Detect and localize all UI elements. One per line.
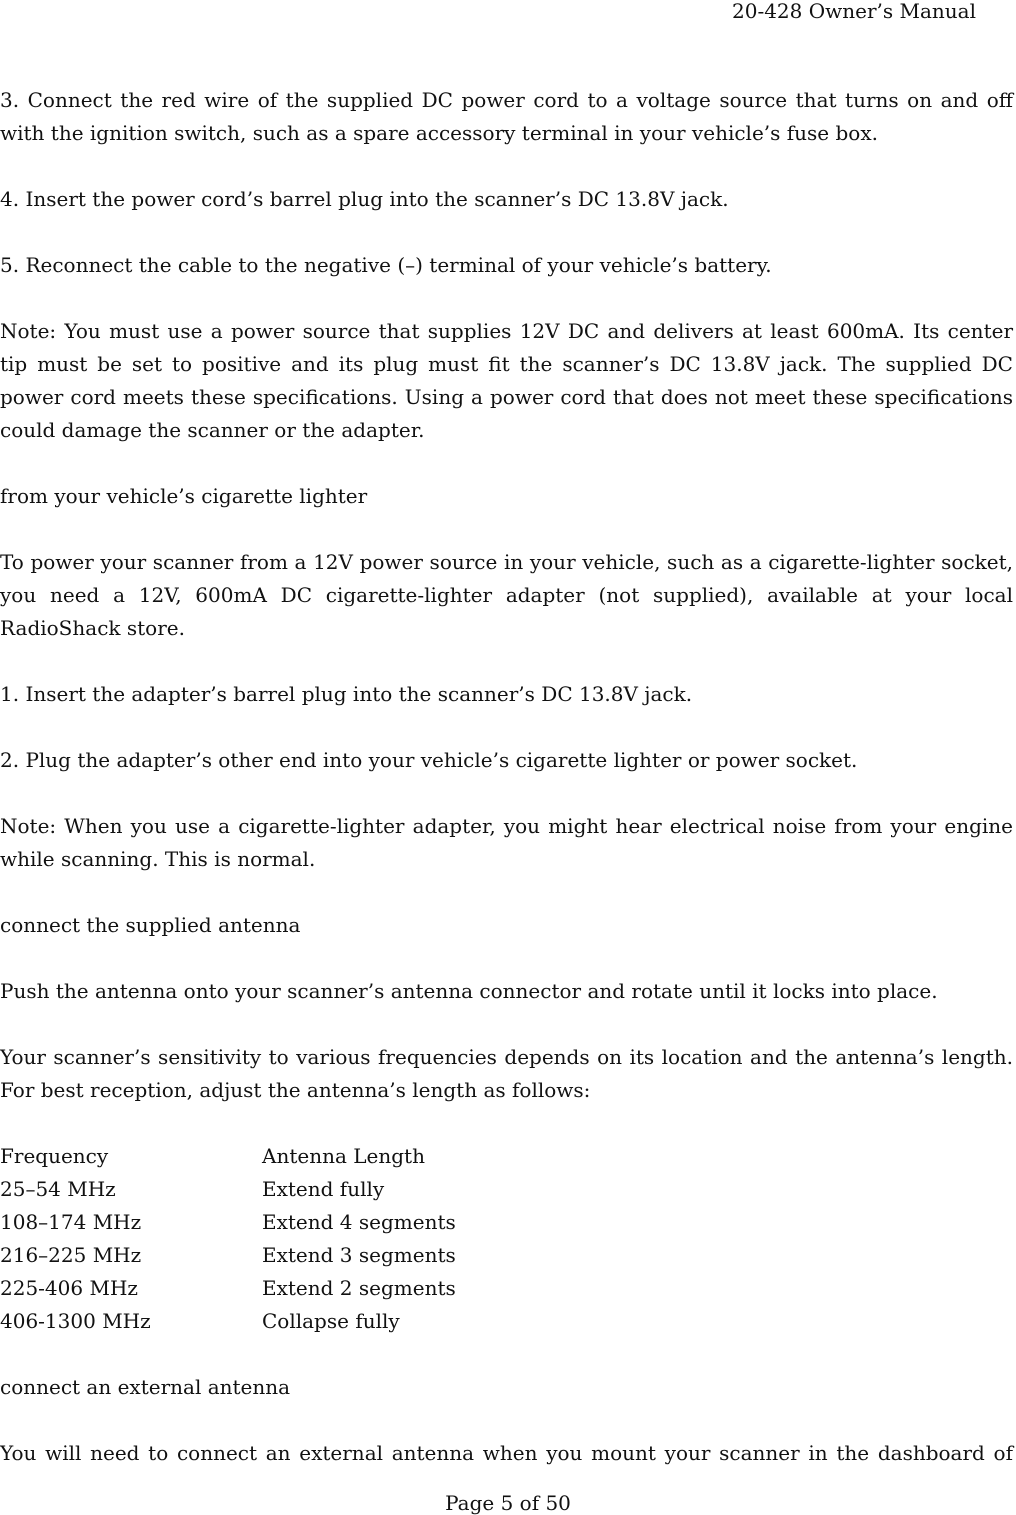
table-cell-frequency: 25–54 MHz (0, 1177, 116, 1201)
adapter-note-paragraph: Note: When you use a cigarette-lighter adapter, you might hear electrical noise from your engine while scanning. This is normal. (0, 814, 1013, 871)
table-row (0, 1239, 1013, 1272)
section-heading-external-antenna: connect an external antenna (0, 1375, 291, 1399)
step-4-paragraph: 4. Insert the power cord’s barrel plug into the scanner’s DC 13.8V jack. (0, 187, 729, 211)
page-footer: Page 5 of 50 (445, 1491, 571, 1515)
table-header-antenna-length: Antenna Length (262, 1144, 425, 1168)
page-header: 20-428 Owner’s Manual (732, 0, 976, 23)
table-cell-frequency: 108–174 MHz (0, 1210, 142, 1234)
table-cell-antenna-length: Collapse fully (262, 1309, 400, 1333)
table-cell-frequency: 216–225 MHz (0, 1243, 142, 1267)
table-header-row (0, 1140, 1013, 1173)
step-3-paragraph: 3. Connect the red wire of the supplied DC power cord to a voltage source that turns on and off with the ignition switch, such as a spare accessory terminal in your vehicle’s fuse box. (0, 88, 1013, 145)
section-heading-cigarette-lighter: from your vehicle’s cigarette lighter (0, 484, 368, 508)
table-cell-antenna-length: Extend 4 segments (262, 1210, 456, 1234)
power-note-paragraph: Note: You must use a power source that supplies 12V DC and delivers at least 600mA. Its center tip must be set to positive and its plug must fit the scanner’s DC 13.8V jack. The supplied DC power cord meets these specifications. Using a power cord that does not meet these specifications could damage the scanner or the adapter. (0, 319, 1013, 442)
antenna-length-table (0, 1140, 1013, 1338)
table-row (0, 1206, 1013, 1239)
table-cell-antenna-length: Extend 3 segments (262, 1243, 456, 1267)
table-row (0, 1305, 1013, 1338)
document-body (0, 84, 1013, 1503)
external-antenna-paragraph: You will need to connect an external antenna when you mount your scanner in the dashboard of (0, 1441, 1013, 1465)
section-heading-supplied-antenna: connect the supplied antenna (0, 913, 301, 937)
table-cell-antenna-length: Extend 2 segments (262, 1276, 456, 1300)
step-5-paragraph: 5. Reconnect the cable to the negative (–) terminal of your vehicle’s battery. (0, 253, 772, 277)
cigarette-lighter-intro-paragraph: To power your scanner from a 12V power source in your vehicle, such as a cigarette-lighter socket, you need a 12V, 600mA DC cigarette-lighter adapter (not supplied), available at your local RadioShack store. (0, 550, 1013, 640)
adapter-step-2-paragraph: 2. Plug the adapter’s other end into your vehicle’s cigarette lighter or power socket. (0, 748, 858, 772)
adapter-step-1-paragraph: 1. Insert the adapter’s barrel plug into the scanner’s DC 13.8V jack. (0, 682, 693, 706)
table-row (0, 1272, 1013, 1305)
table-cell-frequency: 406-1300 MHz (0, 1309, 151, 1333)
antenna-length-intro-paragraph: Your scanner’s sensitivity to various frequencies depends on its location and the antenna’s length. For best reception, adjust the antenna’s length as follows: (0, 1045, 1013, 1102)
table-cell-antenna-length: Extend fully (262, 1177, 385, 1201)
table-row (0, 1173, 1013, 1206)
antenna-attach-paragraph: Push the antenna onto your scanner’s antenna connector and rotate until it locks into place. (0, 979, 938, 1003)
table-cell-frequency: 225-406 MHz (0, 1276, 138, 1300)
table-header-frequency: Frequency (0, 1144, 109, 1168)
